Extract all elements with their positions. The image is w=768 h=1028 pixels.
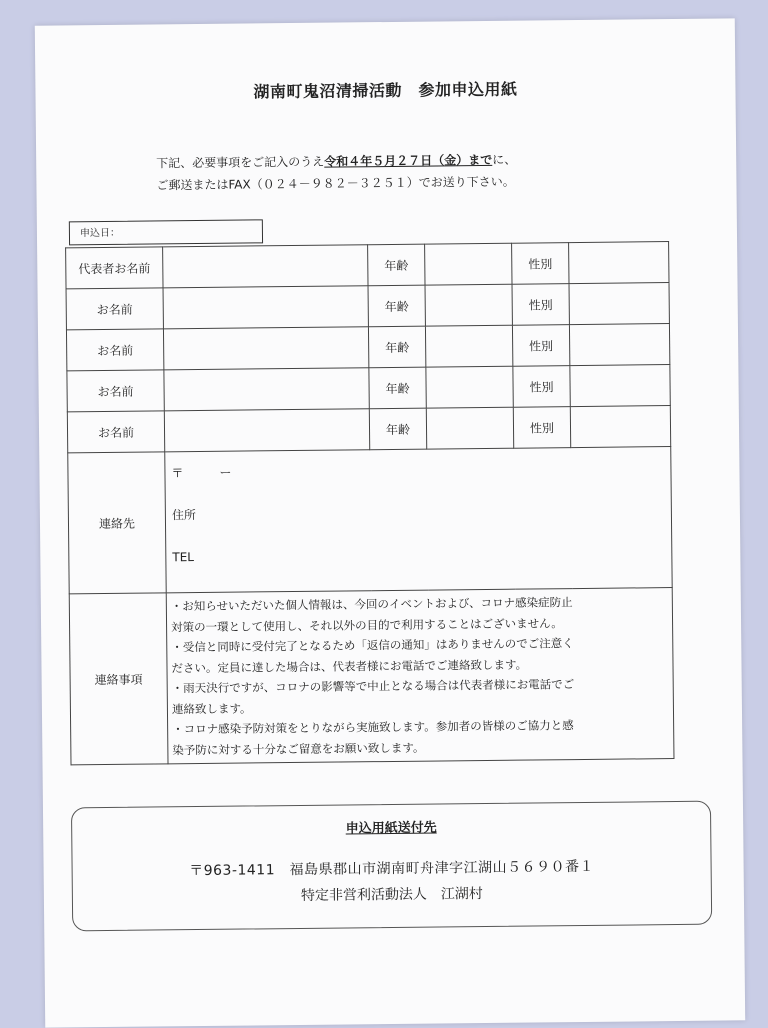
notes-line: 対策の一環として使用し、それ以外の目的で利用することはございません。: [171, 615, 563, 634]
application-form-sheet: [35, 18, 745, 1027]
age-input[interactable]: [426, 366, 513, 408]
participant-row: [66, 324, 669, 371]
notes-line: ・お知らせいただいた個人情報は、今回のイベントおよび、コロナ感染症防止: [170, 595, 573, 614]
send-to-address: 〒963-1411 福島県郡山市湖南町舟津字江湖山５６９０番１: [189, 858, 595, 880]
sex-label: 性別: [513, 366, 570, 408]
notes-row: [69, 588, 674, 765]
application-date-label: 申込日：: [79, 227, 121, 240]
sex-label: 性別: [512, 325, 569, 367]
age-label: 年齢: [368, 285, 425, 327]
age-input[interactable]: [425, 243, 512, 285]
name-label: お名前: [66, 288, 163, 330]
intro-line1-post: に、: [492, 152, 517, 167]
sex-input[interactable]: [570, 365, 670, 407]
intro-text: [156, 149, 516, 197]
sex-input[interactable]: [569, 283, 669, 325]
age-label: 年齢: [369, 367, 426, 409]
notes-line: ・受信と同時に受付完了となるため「返信の通知」はありませんのでご注意く: [171, 636, 574, 655]
participant-row: [67, 406, 670, 453]
send-to-organization: 特定非営利活動法人 江湖村: [300, 886, 483, 904]
name-label: お名前: [67, 411, 164, 453]
notes-line: 連絡致します。: [171, 700, 252, 716]
name-input[interactable]: [163, 327, 368, 370]
participant-table: [65, 241, 674, 765]
intro-line1-pre: 下記、必要事項をご記入のうえ: [156, 154, 325, 171]
participant-row: [66, 283, 669, 330]
notes-line: ださい。定員に達した場合は、代表者様にお電話でご連絡致します。: [171, 657, 528, 675]
age-input[interactable]: [426, 407, 513, 449]
name-label: お名前: [66, 329, 163, 371]
address-line: 住所: [171, 508, 196, 523]
postal-code-line: 〒 ー: [171, 465, 232, 481]
contact-row: [68, 447, 672, 594]
application-date-field[interactable]: [69, 219, 263, 245]
name-input[interactable]: [163, 245, 368, 288]
sex-label: 性別: [512, 284, 569, 326]
intro-line2: ご郵送またはFAX（０２４－９８２－３２５１）でお送り下さい。: [156, 174, 515, 193]
sex-label: 性別: [513, 407, 570, 449]
notes-line: 染予防に対する十分なご留意をお願い致します。: [172, 740, 425, 757]
notes-line: ・コロナ感染予防対策をとりながら実施致します。参加者の皆様のご協力と感: [172, 718, 574, 737]
sex-label: 性別: [512, 243, 569, 285]
name-label: お名前: [67, 370, 164, 412]
participant-row: [67, 365, 670, 412]
name-input[interactable]: [163, 286, 368, 329]
deadline-text: 令和４年５月２７日（金）まで: [324, 152, 493, 169]
age-label: 年齢: [368, 326, 425, 368]
name-input[interactable]: [164, 409, 369, 452]
send-to-heading: 申込用紙送付先: [345, 820, 437, 837]
sex-input[interactable]: [569, 242, 669, 284]
age-label: 年齢: [369, 408, 426, 450]
participant-row: [66, 242, 669, 289]
sex-input[interactable]: [570, 406, 670, 448]
name-input[interactable]: [164, 368, 369, 411]
name-label: 代表者お名前: [66, 247, 163, 289]
notes-label: 連絡事項: [69, 593, 168, 765]
age-label: 年齢: [368, 244, 425, 286]
age-input[interactable]: [425, 284, 512, 326]
contact-fields[interactable]: [165, 447, 672, 593]
notes-line: ・雨天決行ですが、コロナの影響等で中止となる場合は代表者様にお電話でご: [171, 677, 575, 696]
send-to-box: [71, 801, 712, 932]
notes-text: [166, 588, 674, 764]
form-title: 湖南町鬼沼清掃活動 参加申込用紙: [253, 79, 518, 102]
tel-line: TEL: [172, 550, 195, 565]
sex-input[interactable]: [569, 324, 669, 366]
contact-label: 連絡先: [68, 452, 166, 594]
age-input[interactable]: [425, 325, 512, 367]
